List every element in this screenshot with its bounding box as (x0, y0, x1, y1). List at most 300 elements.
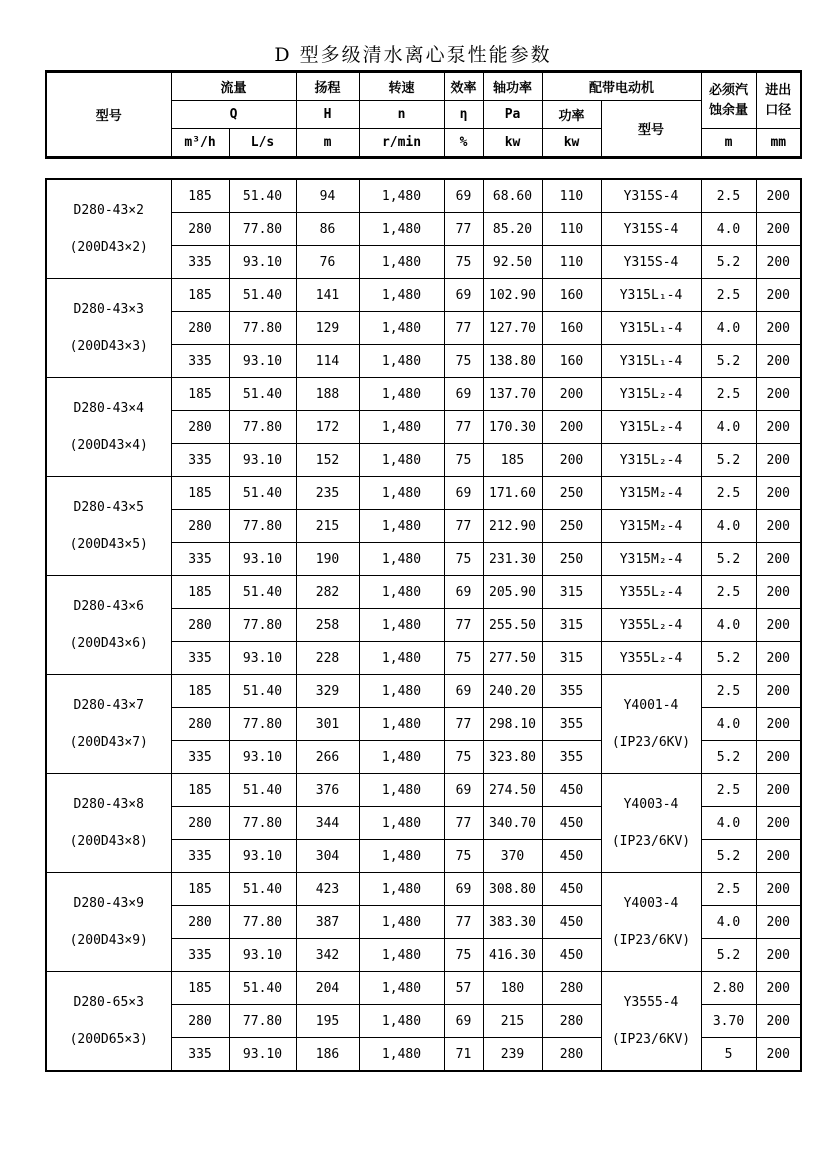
cell-flow-m3h: 280 (171, 411, 229, 444)
cell-flow-m3h: 280 (171, 213, 229, 246)
cell-speed: 1,480 (359, 807, 444, 840)
cell-head: 188 (296, 378, 359, 411)
header-motor-model: 型号 (601, 101, 701, 158)
cell-port-diameter: 200 (756, 444, 801, 477)
cell-efficiency: 69 (444, 378, 483, 411)
cell-speed: 1,480 (359, 873, 444, 906)
cell-port-diameter: 200 (756, 906, 801, 939)
cell-efficiency: 75 (444, 642, 483, 675)
cell-shaft-power: 85.20 (483, 213, 542, 246)
cell-speed: 1,480 (359, 972, 444, 1005)
cell-speed: 1,480 (359, 741, 444, 774)
cell-shaft-power: 383.30 (483, 906, 542, 939)
cell-npsh: 5.2 (701, 642, 756, 675)
cell-head: 342 (296, 939, 359, 972)
pump-model-cell: D280-65×3 (200D65×3) (46, 972, 171, 1072)
header-eta: η (444, 101, 483, 129)
cell-port-diameter: 200 (756, 939, 801, 972)
cell-npsh: 2.80 (701, 972, 756, 1005)
cell-efficiency: 75 (444, 543, 483, 576)
cell-port-diameter: 200 (756, 543, 801, 576)
cell-port-diameter: 200 (756, 840, 801, 873)
cell-port-diameter: 200 (756, 312, 801, 345)
cell-port-diameter: 200 (756, 378, 801, 411)
cell-flow-m3h: 335 (171, 345, 229, 378)
cell-npsh: 2.5 (701, 873, 756, 906)
cell-flow-m3h: 335 (171, 642, 229, 675)
cell-port-diameter: 200 (756, 179, 801, 213)
cell-npsh: 4.0 (701, 510, 756, 543)
cell-speed: 1,480 (359, 708, 444, 741)
cell-motor-power: 250 (542, 477, 601, 510)
cell-flow-ls: 51.40 (229, 576, 296, 609)
cell-shaft-power: 323.80 (483, 741, 542, 774)
cell-speed: 1,480 (359, 642, 444, 675)
cell-shaft-power: 298.10 (483, 708, 542, 741)
cell-motor-power: 280 (542, 1038, 601, 1072)
unit-rmin: r/min (359, 129, 444, 158)
cell-head: 204 (296, 972, 359, 1005)
cell-motor-power: 355 (542, 741, 601, 774)
cell-npsh: 5.2 (701, 246, 756, 279)
cell-shaft-power: 277.50 (483, 642, 542, 675)
cell-npsh: 5 (701, 1038, 756, 1072)
cell-flow-ls: 51.40 (229, 179, 296, 213)
cell-efficiency: 71 (444, 1038, 483, 1072)
cell-motor-power: 450 (542, 840, 601, 873)
cell-npsh: 5.2 (701, 444, 756, 477)
cell-efficiency: 77 (444, 510, 483, 543)
header-q: Q (171, 101, 296, 129)
cell-flow-m3h: 335 (171, 741, 229, 774)
cell-speed: 1,480 (359, 939, 444, 972)
cell-motor-model: Y315M₂-4 (601, 477, 701, 510)
cell-flow-ls: 93.10 (229, 246, 296, 279)
table-row (46, 774, 801, 807)
cell-motor-power: 160 (542, 312, 601, 345)
cell-flow-ls: 51.40 (229, 675, 296, 708)
cell-port-diameter: 200 (756, 279, 801, 312)
cell-flow-m3h: 185 (171, 477, 229, 510)
cell-npsh: 4.0 (701, 411, 756, 444)
cell-speed: 1,480 (359, 411, 444, 444)
cell-efficiency: 77 (444, 609, 483, 642)
table-row (46, 576, 801, 609)
motor-model-cell: Y4001-4 (IP23/6KV) (601, 675, 701, 774)
table-body (46, 179, 801, 1071)
cell-npsh: 2.5 (701, 774, 756, 807)
cell-speed: 1,480 (359, 279, 444, 312)
unit-port-mm: mm (756, 129, 801, 158)
cell-port-diameter: 200 (756, 510, 801, 543)
cell-motor-power: 355 (542, 675, 601, 708)
pump-model-cell: D280-43×7 (200D43×7) (46, 675, 171, 774)
cell-motor-power: 355 (542, 708, 601, 741)
cell-flow-m3h: 280 (171, 609, 229, 642)
cell-head: 215 (296, 510, 359, 543)
cell-speed: 1,480 (359, 774, 444, 807)
cell-motor-power: 280 (542, 972, 601, 1005)
cell-shaft-power: 102.90 (483, 279, 542, 312)
pump-table-header (45, 70, 802, 159)
cell-efficiency: 75 (444, 444, 483, 477)
cell-npsh: 4.0 (701, 312, 756, 345)
header-flow: 流量 (171, 72, 296, 101)
cell-motor-model: Y315M₂-4 (601, 543, 701, 576)
cell-flow-m3h: 280 (171, 1005, 229, 1038)
cell-head: 235 (296, 477, 359, 510)
cell-flow-m3h: 335 (171, 840, 229, 873)
header-row-1 (46, 72, 801, 101)
cell-flow-m3h: 185 (171, 378, 229, 411)
cell-speed: 1,480 (359, 1038, 444, 1072)
cell-motor-model: Y315L₁-4 (601, 312, 701, 345)
cell-flow-m3h: 335 (171, 543, 229, 576)
cell-motor-power: 450 (542, 939, 601, 972)
motor-model-cell: Y4003-4 (IP23/6KV) (601, 774, 701, 873)
cell-shaft-power: 127.70 (483, 312, 542, 345)
cell-motor-power: 160 (542, 279, 601, 312)
cell-npsh: 5.2 (701, 741, 756, 774)
cell-efficiency: 69 (444, 576, 483, 609)
cell-npsh: 5.2 (701, 543, 756, 576)
cell-npsh: 2.5 (701, 675, 756, 708)
cell-flow-m3h: 185 (171, 675, 229, 708)
cell-shaft-power: 138.80 (483, 345, 542, 378)
motor-model-cell: Y4003-4 (IP23/6KV) (601, 873, 701, 972)
cell-flow-m3h: 185 (171, 179, 229, 213)
cell-flow-ls: 93.10 (229, 345, 296, 378)
cell-port-diameter: 200 (756, 675, 801, 708)
cell-efficiency: 77 (444, 213, 483, 246)
cell-speed: 1,480 (359, 543, 444, 576)
cell-flow-ls: 77.80 (229, 906, 296, 939)
cell-motor-power: 315 (542, 609, 601, 642)
cell-flow-ls: 51.40 (229, 774, 296, 807)
cell-npsh: 4.0 (701, 609, 756, 642)
cell-flow-ls: 51.40 (229, 477, 296, 510)
cell-shaft-power: 239 (483, 1038, 542, 1072)
cell-shaft-power: 180 (483, 972, 542, 1005)
cell-motor-model: Y315L₂-4 (601, 444, 701, 477)
cell-port-diameter: 200 (756, 213, 801, 246)
cell-head: 114 (296, 345, 359, 378)
cell-flow-ls: 93.10 (229, 939, 296, 972)
cell-shaft-power: 185 (483, 444, 542, 477)
cell-head: 304 (296, 840, 359, 873)
cell-flow-m3h: 280 (171, 510, 229, 543)
cell-flow-ls: 93.10 (229, 741, 296, 774)
header-n: n (359, 101, 444, 129)
header-speed: 转速 (359, 72, 444, 101)
cell-motor-power: 250 (542, 543, 601, 576)
cell-motor-model: Y315L₂-4 (601, 378, 701, 411)
cell-efficiency: 69 (444, 279, 483, 312)
cell-port-diameter: 200 (756, 576, 801, 609)
cell-motor-model: Y355L₂-4 (601, 609, 701, 642)
cell-motor-power: 250 (542, 510, 601, 543)
cell-flow-m3h: 185 (171, 576, 229, 609)
cell-shaft-power: 255.50 (483, 609, 542, 642)
header-motor: 配带电动机 (542, 72, 701, 101)
cell-flow-m3h: 280 (171, 906, 229, 939)
cell-npsh: 4.0 (701, 708, 756, 741)
cell-head: 86 (296, 213, 359, 246)
cell-motor-power: 450 (542, 807, 601, 840)
cell-flow-ls: 93.10 (229, 543, 296, 576)
cell-motor-power: 315 (542, 576, 601, 609)
cell-head: 186 (296, 1038, 359, 1072)
cell-flow-ls: 77.80 (229, 510, 296, 543)
cell-npsh: 2.5 (701, 576, 756, 609)
cell-motor-power: 450 (542, 906, 601, 939)
cell-flow-m3h: 335 (171, 939, 229, 972)
cell-shaft-power: 92.50 (483, 246, 542, 279)
cell-head: 376 (296, 774, 359, 807)
cell-efficiency: 75 (444, 939, 483, 972)
pump-model-cell: D280-43×5 (200D43×5) (46, 477, 171, 576)
cell-efficiency: 69 (444, 1005, 483, 1038)
cell-speed: 1,480 (359, 576, 444, 609)
cell-flow-ls: 77.80 (229, 411, 296, 444)
cell-motor-model: Y315S-4 (601, 179, 701, 213)
header-h: H (296, 101, 359, 129)
cell-port-diameter: 200 (756, 1038, 801, 1072)
header-npsh-lines: 必须汽 蚀余量 (709, 82, 749, 118)
cell-efficiency: 75 (444, 246, 483, 279)
cell-motor-power: 200 (542, 378, 601, 411)
cell-port-diameter: 200 (756, 873, 801, 906)
cell-head: 423 (296, 873, 359, 906)
cell-head: 172 (296, 411, 359, 444)
cell-speed: 1,480 (359, 378, 444, 411)
cell-speed: 1,480 (359, 609, 444, 642)
cell-head: 387 (296, 906, 359, 939)
cell-flow-ls: 77.80 (229, 807, 296, 840)
cell-flow-m3h: 185 (171, 972, 229, 1005)
cell-head: 266 (296, 741, 359, 774)
cell-head: 195 (296, 1005, 359, 1038)
cell-flow-m3h: 185 (171, 774, 229, 807)
cell-motor-model: Y355L₂-4 (601, 576, 701, 609)
cell-port-diameter: 200 (756, 609, 801, 642)
cell-efficiency: 77 (444, 807, 483, 840)
cell-shaft-power: 370 (483, 840, 542, 873)
cell-npsh: 4.0 (701, 906, 756, 939)
cell-efficiency: 69 (444, 774, 483, 807)
cell-shaft-power: 231.30 (483, 543, 542, 576)
table-row (46, 279, 801, 312)
table-row (46, 378, 801, 411)
cell-motor-power: 450 (542, 774, 601, 807)
cell-shaft-power: 340.70 (483, 807, 542, 840)
cell-motor-power: 280 (542, 1005, 601, 1038)
cell-flow-ls: 77.80 (229, 213, 296, 246)
unit-kw-motor: kw (542, 129, 601, 158)
cell-efficiency: 77 (444, 906, 483, 939)
cell-head: 329 (296, 675, 359, 708)
cell-speed: 1,480 (359, 906, 444, 939)
cell-flow-ls: 93.10 (229, 1038, 296, 1072)
cell-motor-model: Y355L₂-4 (601, 642, 701, 675)
cell-motor-power: 200 (542, 411, 601, 444)
cell-port-diameter: 200 (756, 246, 801, 279)
cell-efficiency: 75 (444, 840, 483, 873)
cell-npsh: 2.5 (701, 179, 756, 213)
header-npsh (701, 72, 756, 129)
cell-efficiency: 69 (444, 477, 483, 510)
pump-model-cell: D280-43×2 (200D43×2) (46, 179, 171, 279)
cell-flow-ls: 93.10 (229, 444, 296, 477)
cell-head: 344 (296, 807, 359, 840)
cell-motor-model: Y315S-4 (601, 246, 701, 279)
cell-speed: 1,480 (359, 840, 444, 873)
unit-pct: % (444, 129, 483, 158)
cell-flow-m3h: 335 (171, 444, 229, 477)
pump-model-cell: D280-43×4 (200D43×4) (46, 378, 171, 477)
cell-efficiency: 69 (444, 179, 483, 213)
cell-flow-ls: 51.40 (229, 972, 296, 1005)
cell-shaft-power: 170.30 (483, 411, 542, 444)
cell-speed: 1,480 (359, 444, 444, 477)
cell-port-diameter: 200 (756, 411, 801, 444)
cell-npsh: 5.2 (701, 345, 756, 378)
header-shaft-power: 轴功率 (483, 72, 542, 101)
cell-efficiency: 75 (444, 345, 483, 378)
cell-speed: 1,480 (359, 477, 444, 510)
unit-m: m (296, 129, 359, 158)
cell-npsh: 4.0 (701, 213, 756, 246)
motor-model-cell: Y3555-4 (IP23/6KV) (601, 972, 701, 1072)
pump-model-cell: D280-43×8 (200D43×8) (46, 774, 171, 873)
cell-flow-m3h: 280 (171, 807, 229, 840)
cell-head: 301 (296, 708, 359, 741)
cell-motor-model: Y315M₂-4 (601, 510, 701, 543)
cell-port-diameter: 200 (756, 477, 801, 510)
table-row (46, 972, 801, 1005)
cell-flow-ls: 51.40 (229, 279, 296, 312)
cell-npsh: 2.5 (701, 279, 756, 312)
cell-motor-model: Y315L₁-4 (601, 279, 701, 312)
cell-port-diameter: 200 (756, 972, 801, 1005)
cell-shaft-power: 308.80 (483, 873, 542, 906)
cell-head: 152 (296, 444, 359, 477)
cell-shaft-power: 68.60 (483, 179, 542, 213)
cell-speed: 1,480 (359, 510, 444, 543)
cell-port-diameter: 200 (756, 708, 801, 741)
cell-motor-power: 450 (542, 873, 601, 906)
cell-head: 282 (296, 576, 359, 609)
header-motor-power: 功率 (542, 101, 601, 129)
cell-motor-power: 110 (542, 213, 601, 246)
cell-npsh: 2.5 (701, 477, 756, 510)
cell-head: 141 (296, 279, 359, 312)
cell-speed: 1,480 (359, 345, 444, 378)
cell-efficiency: 77 (444, 411, 483, 444)
cell-head: 94 (296, 179, 359, 213)
cell-port-diameter: 200 (756, 1005, 801, 1038)
header-pa: Pa (483, 101, 542, 129)
cell-npsh: 2.5 (701, 378, 756, 411)
header-efficiency: 效率 (444, 72, 483, 101)
cell-flow-ls: 93.10 (229, 642, 296, 675)
cell-flow-m3h: 280 (171, 708, 229, 741)
cell-efficiency: 77 (444, 708, 483, 741)
header-port-lines: 进出 口径 (765, 82, 792, 118)
cell-shaft-power: 212.90 (483, 510, 542, 543)
cell-port-diameter: 200 (756, 807, 801, 840)
cell-efficiency: 77 (444, 312, 483, 345)
header-head: 扬程 (296, 72, 359, 101)
cell-npsh: 3.70 (701, 1005, 756, 1038)
cell-speed: 1,480 (359, 213, 444, 246)
cell-flow-ls: 51.40 (229, 873, 296, 906)
cell-shaft-power: 416.30 (483, 939, 542, 972)
table-row (46, 179, 801, 213)
unit-npsh-m: m (701, 129, 756, 158)
cell-flow-ls: 51.40 (229, 378, 296, 411)
cell-motor-power: 110 (542, 179, 601, 213)
cell-flow-ls: 93.10 (229, 840, 296, 873)
cell-shaft-power: 274.50 (483, 774, 542, 807)
pump-model-cell: D280-43×9 (200D43×9) (46, 873, 171, 972)
cell-shaft-power: 171.60 (483, 477, 542, 510)
cell-speed: 1,480 (359, 179, 444, 213)
cell-shaft-power: 137.70 (483, 378, 542, 411)
cell-port-diameter: 200 (756, 642, 801, 675)
cell-npsh: 4.0 (701, 807, 756, 840)
cell-shaft-power: 240.20 (483, 675, 542, 708)
page-title: D 型多级清水离心泵性能参数 (274, 44, 552, 66)
unit-ls: L/s (229, 129, 296, 158)
cell-flow-m3h: 280 (171, 312, 229, 345)
cell-flow-ls: 77.80 (229, 312, 296, 345)
cell-flow-ls: 77.80 (229, 1005, 296, 1038)
cell-motor-power: 315 (542, 642, 601, 675)
cell-flow-m3h: 335 (171, 246, 229, 279)
cell-head: 190 (296, 543, 359, 576)
pump-model-cell: D280-43×3 (200D43×3) (46, 279, 171, 378)
cell-port-diameter: 200 (756, 741, 801, 774)
cell-motor-power: 110 (542, 246, 601, 279)
cell-npsh: 5.2 (701, 840, 756, 873)
cell-motor-model: Y315L₂-4 (601, 411, 701, 444)
cell-shaft-power: 205.90 (483, 576, 542, 609)
pump-table-body (45, 178, 802, 1072)
cell-efficiency: 57 (444, 972, 483, 1005)
header-port (756, 72, 801, 129)
cell-flow-m3h: 185 (171, 873, 229, 906)
pump-model-cell: D280-43×6 (200D43×6) (46, 576, 171, 675)
cell-speed: 1,480 (359, 246, 444, 279)
cell-speed: 1,480 (359, 312, 444, 345)
cell-flow-ls: 77.80 (229, 708, 296, 741)
cell-speed: 1,480 (359, 1005, 444, 1038)
cell-motor-power: 160 (542, 345, 601, 378)
cell-flow-m3h: 335 (171, 1038, 229, 1072)
cell-head: 258 (296, 609, 359, 642)
cell-head: 228 (296, 642, 359, 675)
table-row (46, 477, 801, 510)
cell-efficiency: 69 (444, 675, 483, 708)
cell-head: 76 (296, 246, 359, 279)
table-row (46, 873, 801, 906)
table-row (46, 675, 801, 708)
unit-m3h: m³/h (171, 129, 229, 158)
cell-port-diameter: 200 (756, 774, 801, 807)
cell-head: 129 (296, 312, 359, 345)
cell-npsh: 5.2 (701, 939, 756, 972)
